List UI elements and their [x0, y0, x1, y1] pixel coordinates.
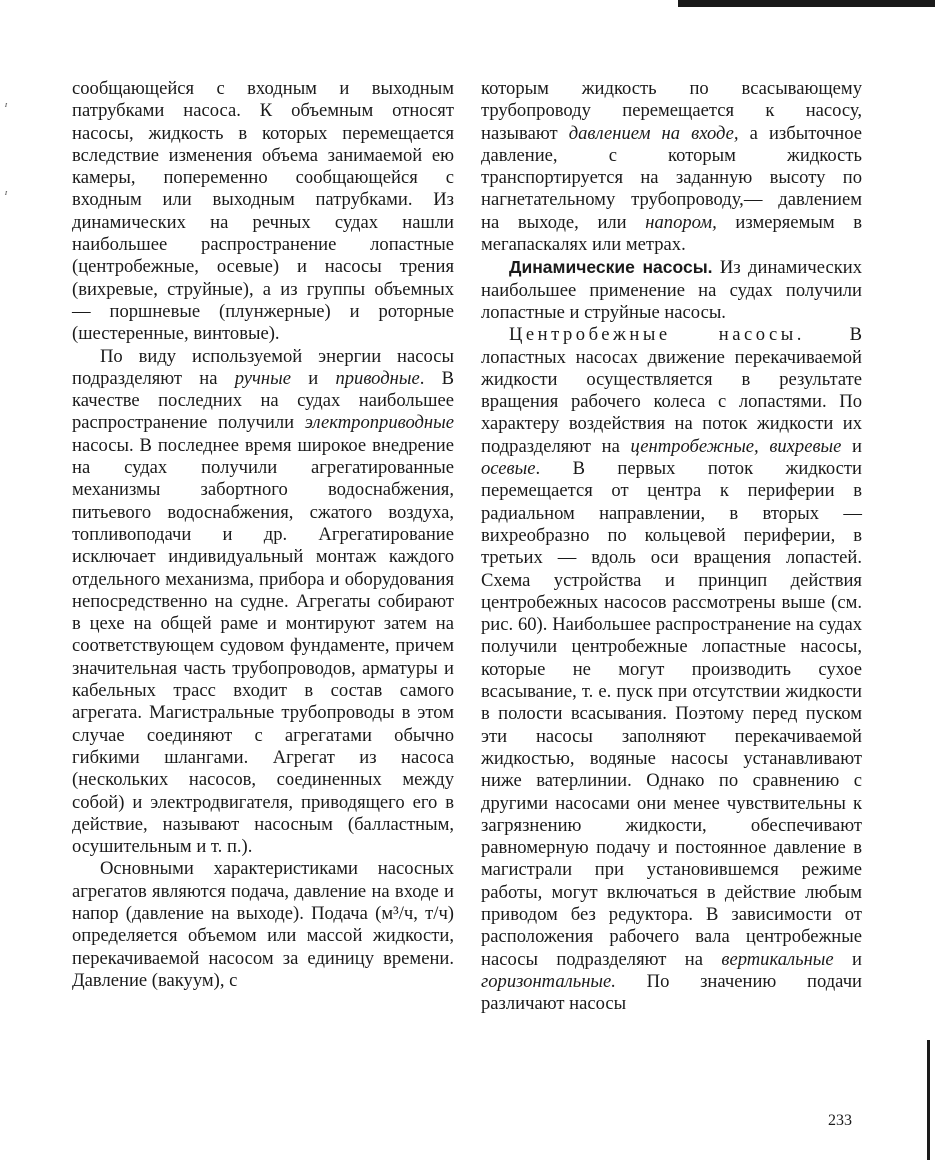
top-rule — [678, 0, 935, 7]
text-run: . В первых поток жидкости перемещается от центра к периферии в радиальном направлении, в вторых — вихреобразно по кольцевой периферии, в третьих — вдоль оси вращения лопастей. Схема устройства и принцип действия центробежных насосов рассмотрены выше (см. рис. 60). Наибольшее распространение на судах получили центробежные лопастные насосы, которые не могут производить сухое всасывание, т. е. пуск при отсутствии жидкости в полости всасывания. Поэтому перед пуском эти насосы заполняют перекачиваемой жидкостью, водяные насосы устанавливают ниже ватерлинии. Однако по сравнению с другими насосами они менее чувствительны к загрязнению жидкости, обеспечивают равномерную подачу и постоянное давление в магистрали при установившемся режиме работы, могут включаться в действие любым приводом без редуктора. В зависимости от расположения рабочего вала центробежные насосы подразделяют на — [481, 458, 862, 970]
paragraph: сообщающейся с входным и выходным патрубками насоса. К объемным относят насосы, жидкость в которых перемещается вследствие изменения объема занимаемой ею камеры, попеременно сообщающейся с входным или выходным патрубками. Из динамических на речных судах нашли наибольшее распространение лопастные (центробежные, осевые) и насосы трения (вихревые, струйные), а из группы объемных — поршневые (плунжерные) и роторные (шестеренные, винтовые). — [72, 78, 454, 345]
page-number: 233 — [828, 1112, 852, 1129]
text-run: В лопастных насосах движение перекачиваемой жидкости осуществляется в результате вращения рабочего колеса с лопастями. По характеру воздействия на поток жидкости их подразделяют на — [481, 324, 862, 457]
text-run: . В качестве последних на судах наибольшее распространение получили — [72, 367, 455, 434]
margin-mark: ᶦ — [4, 100, 7, 115]
text-run: которым жидкость по всасывающему трубопроводу перемещается к насосу, называют — [481, 78, 862, 144]
italic-term: центробежные, вихревые — [630, 435, 842, 457]
text-run: и — [841, 435, 862, 457]
italic-term: электроприводные — [304, 412, 454, 434]
text-run: и — [833, 948, 862, 970]
italic-term: давлением на входе, — [568, 122, 739, 144]
right-column — [481, 78, 862, 1015]
paragraph: Основными характеристиками насосных агрегатов являются подача, давление на входе и напор (давление на выходе). Подача (м³/ч, т/ч) определяется объемом или массой жидкости, перекачиваемой насосом за единицу времени. Давление (вакуум), с — [72, 858, 454, 991]
text-run: По виду используемой энергии насосы подразделяют на — [72, 345, 454, 389]
subsection-heading: Центробежные насосы. — [509, 324, 805, 346]
paragraph — [481, 324, 862, 1015]
paragraph — [481, 78, 862, 256]
italic-term: горизонтальные. — [481, 970, 616, 992]
italic-term: осевые — [481, 458, 536, 480]
section-heading: Динамические насосы. — [509, 257, 713, 278]
text-run: Из динамических наибольшее применение на судах получили лопастные и струйные насосы. — [481, 257, 862, 323]
italic-term: ручные — [234, 367, 291, 389]
paragraph — [481, 256, 862, 324]
italic-term: приводные — [335, 367, 420, 389]
paragraph — [72, 346, 454, 859]
italic-term: напором, — [645, 211, 717, 233]
text-run: По значению подачи различают насосы — [481, 970, 862, 1015]
margin-mark: ᶦ — [4, 188, 7, 203]
text-run: насосы. В последнее время широкое внедрение на судах получили агрегатированные механизмы забортного водоснабжения, питьевого водоснабжения, сжатого воздуха, топливоподачи и др. Агрегатирование исключает индивидуальный монтаж каждого отдельного механизма, прибора и оборудования непосредственно на судне. Агрегаты собирают в цехе на общей раме и монтируют затем на соответствующем судовом фундаменте, причем значительная часть трубопроводов, арматуры и кабельных трасс входит в состав самого агрегата. Магистральные трубопроводы в этом случае соединяют с агрегатами обычно гибкими шлангами. Агрегат из насоса (нескольких насосов, соединенных между собой) и электродвигателя, приводящего его в действие, называют насосным (балластным, осушительным и т. п.). — [72, 434, 454, 858]
left-column — [72, 78, 454, 992]
italic-term: вертикальные — [721, 948, 834, 970]
text-run: а избыточное давление, с которым жидкость транспортируется на заданную высоту по нагнетательному трубопроводу,— давлением на выходе, или — [481, 122, 863, 233]
right-edge-rule — [927, 1040, 930, 1160]
text-run: измеряемым в мегапаскалях или метрах. — [481, 211, 862, 256]
text-run: и — [291, 367, 336, 389]
